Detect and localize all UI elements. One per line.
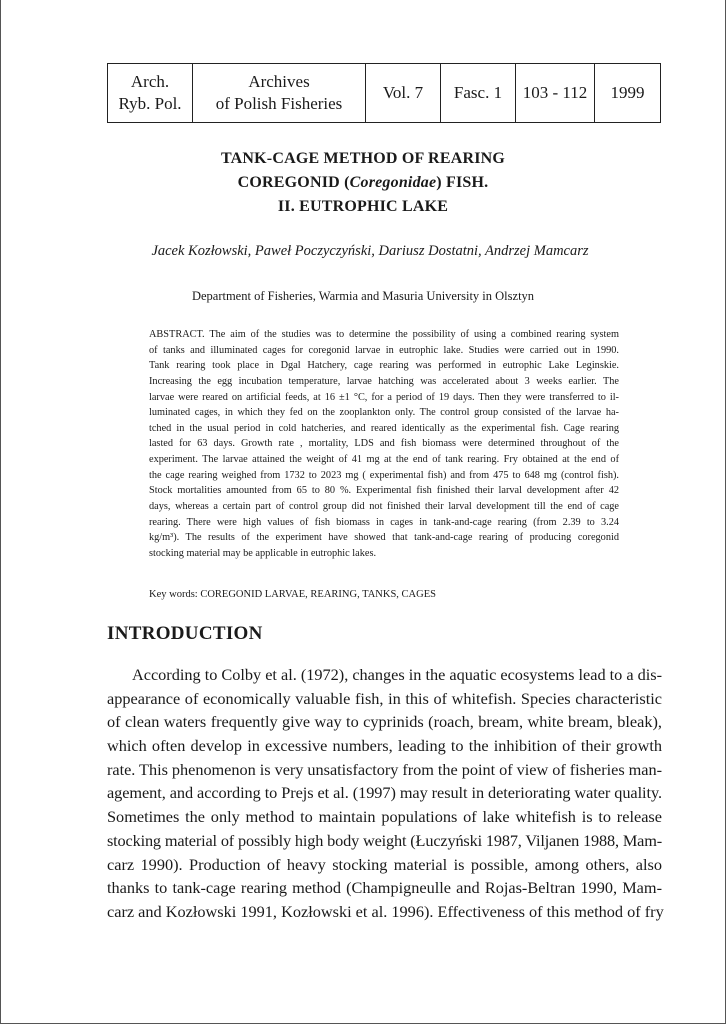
abstract-line: tched in the usual period in cold hatcheries, and reared identically as the experimental fish. Cage rearing [149,422,619,434]
introduction-heading: INTRODUCTION [107,623,263,644]
authors: Jacek Kozłowski, Paweł Poczyczyński, Dariusz Dostatni, Andrzej Mamcarz [151,243,589,259]
title-line-2-prefix: COREGONID ( [237,174,350,191]
abstract-line: Stock mortalities amounted from 65 to 80 %. Experimental fish finished their larval development after 42 [149,485,619,497]
keywords: Key words: COREGONID LARVAE, REARING, TANKS, CAGES [149,589,436,600]
title-line-2-taxon: Coregonidae [349,174,437,191]
paper-title [0,147,726,219]
fascicle-cell: Fasc. 1 [441,64,516,123]
journal-abbrev-line2: Ryb. Pol. [118,94,182,113]
title-line-1: TANK-CAGE METHOD OF REARING [220,150,506,167]
body-line: appearance of economically valuable fish, in this of whitefish. Species characteristic [107,688,662,708]
journal-abbrev-cell [108,64,193,123]
body-line: carz 1990). Production of heavy stocking material is possible, among others, also [107,854,662,874]
volume-cell: Vol. 7 [366,64,441,123]
affiliation: Department of Fisheries, Warmia and Masuria University in Olsztyn [191,289,535,303]
introduction-body [107,663,662,924]
body-line: agement, and according to Prejs et al. (1997) may result in deteriorating water quality. [107,783,662,803]
body-line: of clean waters frequently give way to cyprinids (roach, bream, white bream, bleak), [107,712,662,732]
abstract-line: Tank rearing took place in Dgal Hatchery, cage rearing was performed in eutrophic Lake Leginskie. [149,360,619,372]
abstract-line: rearing. There were high values of fish biomass in cages in tank-and-cage rearing (from 2.39 to 3.24 [149,516,619,528]
abstract-line: lasted for 63 days. Growth rate , mortality, LDS and fish biomass were determined throughout of the [149,438,619,450]
body-line: stocking material of possibly high body weight (Łuczyński 1987, Viljanen 1988, Mam- [107,830,662,850]
journal-header-table [107,63,661,123]
abstract-line: larvae were reared on artificial feeds, at 16 ±1 °C, for a period of 19 days. Then they were transferred to il- [149,391,619,403]
body-line: thanks to tank-cage rearing method (Champigneulle and Rojas-Beltran 1990, Mam- [107,878,662,898]
title-line-2-suffix: ) FISH. [436,174,489,191]
abstract-line: ABSTRACT. The aim of the studies was to determine the possibility of using a combined rearing system [149,329,619,340]
abstract-line: of tanks and illuminated cages for coregonid larvae in eutrophic lake. Studies were carried out in 1990. [149,344,619,356]
body-line: carz and Kozłowski 1991, Kozłowski et al. 1996). Effectiveness of this method of fry [107,901,664,921]
body-line: According to Colby et al. (1972), changes in the aquatic ecosystems lead to a dis- [132,665,663,684]
year-cell: 1999 [595,64,661,123]
body-line: Sometimes the only method to maintain populations of lake whitefish is to release [107,807,662,827]
journal-abbrev-line1: Arch. [130,72,170,91]
journal-name-cell [193,64,366,123]
abstract-line: luminated cages, in which they fed on the zooplankton only. The control group consisted of the larvae ha- [149,407,619,419]
pages-cell: 103 - 112 [516,64,595,123]
body-line: which often develop in excessive numbers, leading to the inhibition of their growth [107,736,662,756]
abstract-line: days, whereas a certain part of control group did not finished their larval development till the end of cage [149,501,619,513]
abstract-line: Increasing the egg incubation temperature, larvae hatching was accelerated about 3 weeks earlier. The [149,375,619,387]
abstract-line: stocking material may be applicable in eutrophic lakes. [149,547,377,559]
journal-name-line1: Archives [248,72,310,91]
abstract-line: experiment. The larvae attained the weight of 41 mg at the end of tank rearing. Fry obtained at the end of [149,454,619,466]
abstract-line: kg/m³). The results of the experiment have showed that tank-and-cage rearing of producing coregonid [149,532,619,544]
title-line-3: II. EUTROPHIC LAKE [277,198,449,215]
journal-name-line2: of Polish Fisheries [215,94,343,113]
abstract-line: the cage rearing weighed from 1732 to 2023 mg ( experimental fish) and from 475 to 648 mg (control fish). [149,469,619,481]
title-line-2 [0,171,726,195]
abstract [149,327,619,562]
body-line: rate. This phenomenon is very unsatisfactory from the point of view of fisheries man- [107,759,663,779]
